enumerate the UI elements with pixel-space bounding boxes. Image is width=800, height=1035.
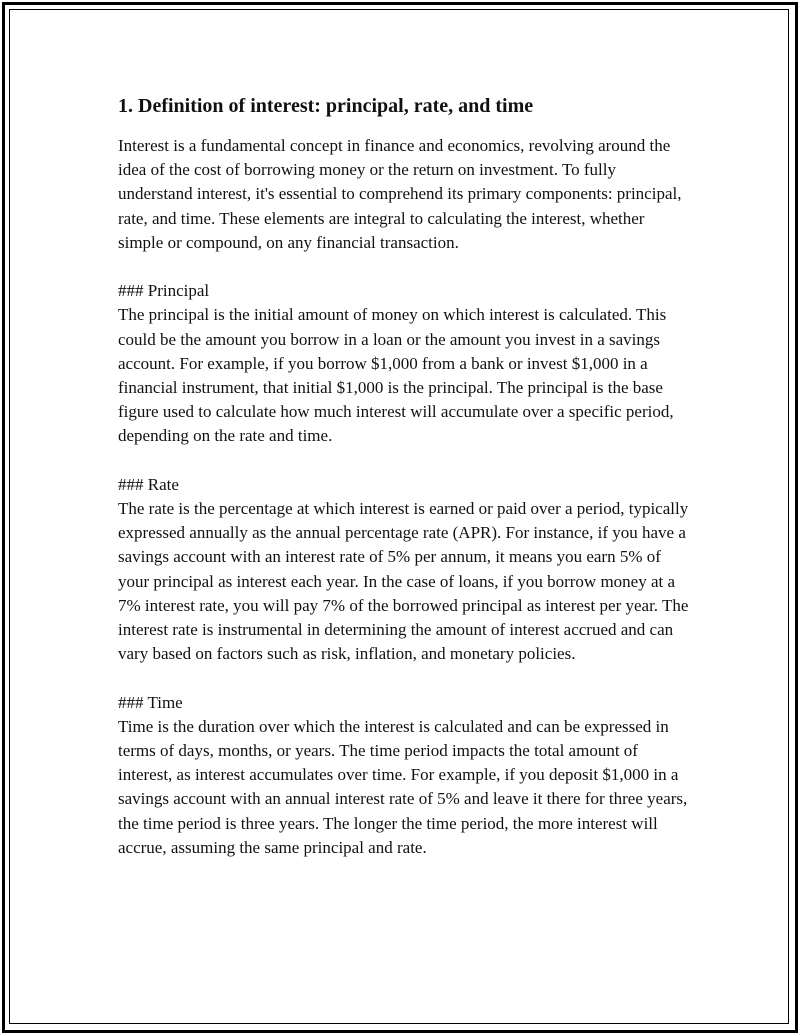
- section-body-principal: The principal is the initial amount of money on which interest is calculated. This could be the amount you borrow in a loan or the amount you invest in a savings account. For example, if you borrow $1,000 from a bank or invest $1,000 in a financial instrument, that initial $1,000 is the principal. The principal is the base figure used to calculate how much interest will accumulate over a specific period, depending on the rate and time.: [118, 305, 674, 446]
- page-title: 1. Definition of interest: principal, rate, and time: [118, 95, 534, 117]
- section-heading-rate: ### Rate: [118, 474, 179, 494]
- section-body-time: Time is the duration over which the interest is calculated and can be expressed in terms of days, months, or years. The time period impacts the total amount of interest, as interest accumulates over time. For example, if you deposit $1,000 in a savings account with an annual interest rate of 5% and leave it there for three years, the time period is three years. The longer the time period, the more interest will accrue, assuming the same principal and rate.: [118, 716, 688, 857]
- section-time: [118, 691, 690, 860]
- section-rate: [118, 473, 690, 667]
- intro-paragraph: Interest is a fundamental concept in finance and economics, revolving around the idea of the cost of borrowing money or the return on investment. To fully understand interest, it's essential to comprehend its primary components: principal, rate, and time. These elements are integral to calculating the interest, whether simple or compound, on any financial transaction.: [118, 136, 682, 252]
- section-heading-principal: ### Principal: [118, 281, 210, 301]
- section-principal: [118, 279, 690, 448]
- section-body-rate: The rate is the percentage at which interest is earned or paid over a period, typically expressed annually as the annual percentage rate (APR). For instance, if you have a savings account with an interest rate of 5% per annum, it means you earn 5% of your principal as interest each year. In the case of loans, if you borrow money at a 7% interest rate, you will pay 7% of the borrowed principal as interest per year. The interest rate is instrumental in determining the amount of interest accrued and can vary based on factors such as risk, inflation, and monetary policies.: [118, 499, 689, 664]
- section-heading-time: ### Time: [118, 692, 183, 712]
- document-body: [118, 93, 690, 884]
